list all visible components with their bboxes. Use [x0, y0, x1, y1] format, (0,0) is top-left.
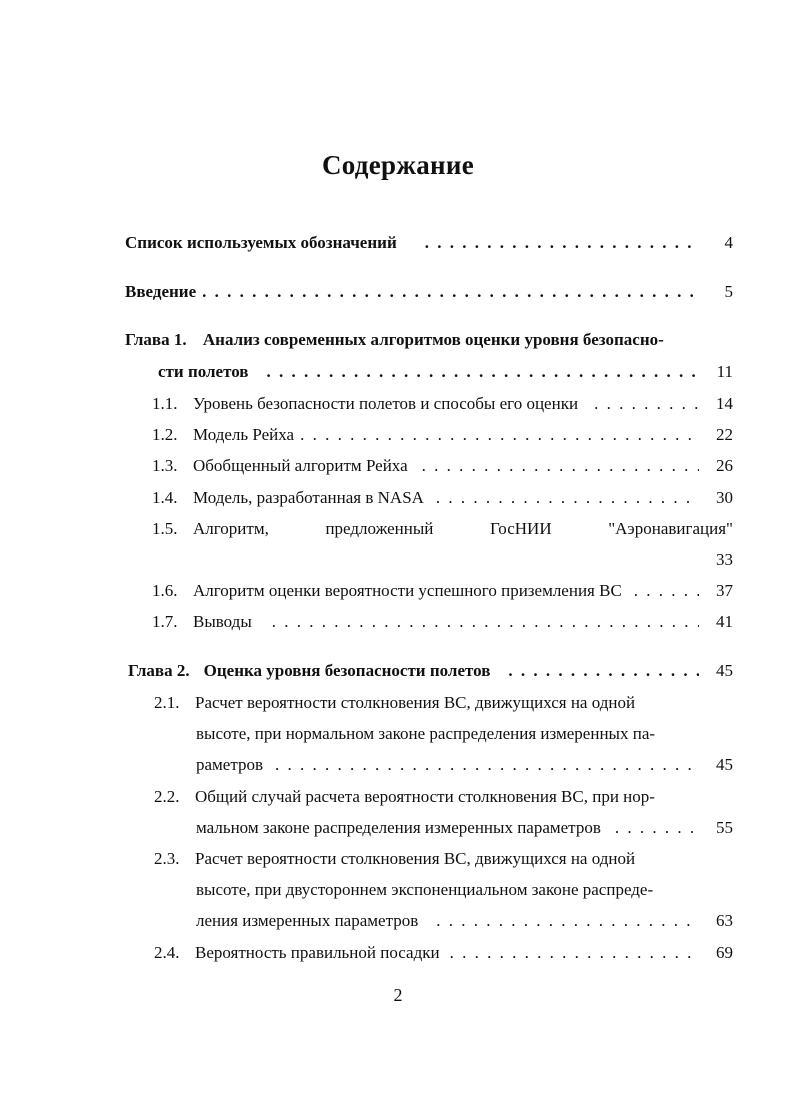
toc-page-number: 5 — [724, 282, 733, 301]
section-number: 2.4. — [154, 943, 180, 962]
chapter-title: Оценка уровня безопасности полетов — [203, 661, 491, 680]
toc-entry-label: Введение — [125, 282, 197, 301]
leader-dots — [422, 456, 699, 476]
section-number: 1.1. — [152, 394, 178, 413]
toc-page-number: 41 — [716, 612, 733, 631]
toc-chapter-1-line2[interactable] — [158, 362, 733, 382]
section-title: Уровень безопасности полетов и способы его оценки — [193, 394, 579, 413]
section-title: Вероятность правильной посадки — [195, 943, 440, 962]
section-number: 1.7. — [152, 612, 178, 631]
leader-dots — [300, 425, 699, 445]
leader-dots — [272, 612, 699, 632]
section-title-word: предложенный — [325, 519, 434, 538]
toc-page-number: 63 — [716, 911, 733, 930]
section-number: 2.2. — [154, 787, 180, 806]
leader-dots — [634, 581, 699, 601]
toc-section-1-3[interactable] — [152, 456, 733, 476]
section-title: Алгоритм оценки вероятности успешного приземления ВС — [193, 581, 622, 600]
leader-dots — [615, 818, 699, 838]
chapter-title: Анализ современных алгоритмов оценки уровня безопасно- — [202, 330, 664, 349]
section-number: 2.1. — [154, 693, 180, 712]
toc-section-1-1[interactable] — [152, 394, 733, 414]
toc-page-number: 30 — [716, 488, 733, 507]
toc-page-number: 55 — [716, 818, 733, 837]
chapter-number: Глава 1. — [125, 330, 187, 349]
toc-page-number: 14 — [716, 394, 733, 413]
chapter-title-cont: сти полетов — [158, 362, 249, 381]
section-number: 1.2. — [152, 425, 178, 444]
toc-section-2-3-line1[interactable] — [154, 849, 635, 869]
toc-entry-label: Список используемых обозначений — [125, 233, 397, 252]
leader-dots — [450, 943, 699, 963]
page-title: Содержание — [321, 150, 475, 180]
toc-chapter-2[interactable] — [128, 661, 733, 681]
toc-page-number: 11 — [716, 362, 733, 381]
toc-page-number: 45 — [716, 661, 733, 680]
section-title-cont: раметров — [196, 755, 264, 774]
toc-page-number: 69 — [716, 943, 733, 962]
leader-dots — [508, 661, 699, 681]
toc-section-1-7[interactable] — [152, 612, 733, 632]
toc-chapter-1-line1[interactable] — [125, 330, 664, 350]
leader-dots — [436, 488, 699, 508]
toc-section-2-2-line2[interactable] — [196, 818, 733, 838]
section-title: Обобщенный алгоритм Рейха — [193, 456, 408, 475]
section-title-word: ГосНИИ — [489, 519, 552, 538]
section-title: Модель Рейха — [193, 425, 295, 444]
section-number: 2.3. — [154, 849, 180, 868]
leader-dots — [266, 362, 699, 382]
section-title: Модель, разработанная в NASA — [193, 488, 424, 507]
leader-dots — [275, 755, 699, 775]
section-title: Расчет вероятности столкновения ВС, движущихся на одной — [195, 849, 636, 868]
section-number: 1.3. — [152, 456, 178, 475]
toc-section-2-2-line1[interactable] — [154, 787, 655, 807]
section-title-word: Алгоритм, — [193, 519, 269, 538]
toc-section-2-1-line2: высоте, при нормальном законе распределения измеренных па- — [196, 724, 656, 743]
toc-section-1-2[interactable] — [152, 425, 733, 445]
section-number: 1.5. — [152, 519, 178, 538]
toc-section-1-5[interactable] — [152, 519, 733, 539]
toc-page-number: 22 — [716, 425, 733, 444]
toc-page-number: 33 — [716, 550, 733, 569]
section-title-word: "Аэронавигация" — [608, 519, 733, 538]
toc-entry-notation[interactable] — [125, 233, 733, 253]
toc-entry-intro[interactable] — [125, 282, 733, 302]
toc-section-1-6[interactable] — [152, 581, 733, 601]
toc-section-2-3-line2: высоте, при двустороннем экспоненциальном законе распреде- — [196, 880, 654, 899]
section-title-cont: мальном законе распределения измеренных параметров — [196, 818, 601, 837]
leader-dots — [436, 911, 699, 931]
toc-page-number: 45 — [716, 755, 733, 774]
toc-section-2-1-line1[interactable] — [154, 693, 635, 713]
leader-dots — [202, 282, 699, 302]
toc-page-number: 4 — [724, 233, 733, 252]
section-title: Выводы — [193, 612, 252, 631]
toc-section-1-4[interactable] — [152, 488, 733, 508]
section-number: 1.4. — [152, 488, 178, 507]
chapter-number: Глава 2. — [128, 661, 190, 680]
toc-section-2-1-line3[interactable] — [196, 755, 733, 775]
section-number: 1.6. — [152, 581, 178, 600]
section-title-cont: ления измеренных параметров — [196, 911, 419, 930]
leader-dots — [594, 394, 699, 414]
toc-section-2-4[interactable] — [154, 943, 733, 963]
page-number: 2 — [393, 985, 403, 1005]
toc-page-number: 26 — [716, 456, 733, 475]
toc-page-number: 37 — [716, 581, 733, 600]
section-title: Расчет вероятности столкновения ВС, движущихся на одной — [195, 693, 636, 712]
toc-section-2-3-line3[interactable] — [196, 911, 733, 931]
leader-dots — [425, 233, 699, 253]
section-title: Общий случай расчета вероятности столкновения ВС, при нор- — [195, 787, 655, 806]
